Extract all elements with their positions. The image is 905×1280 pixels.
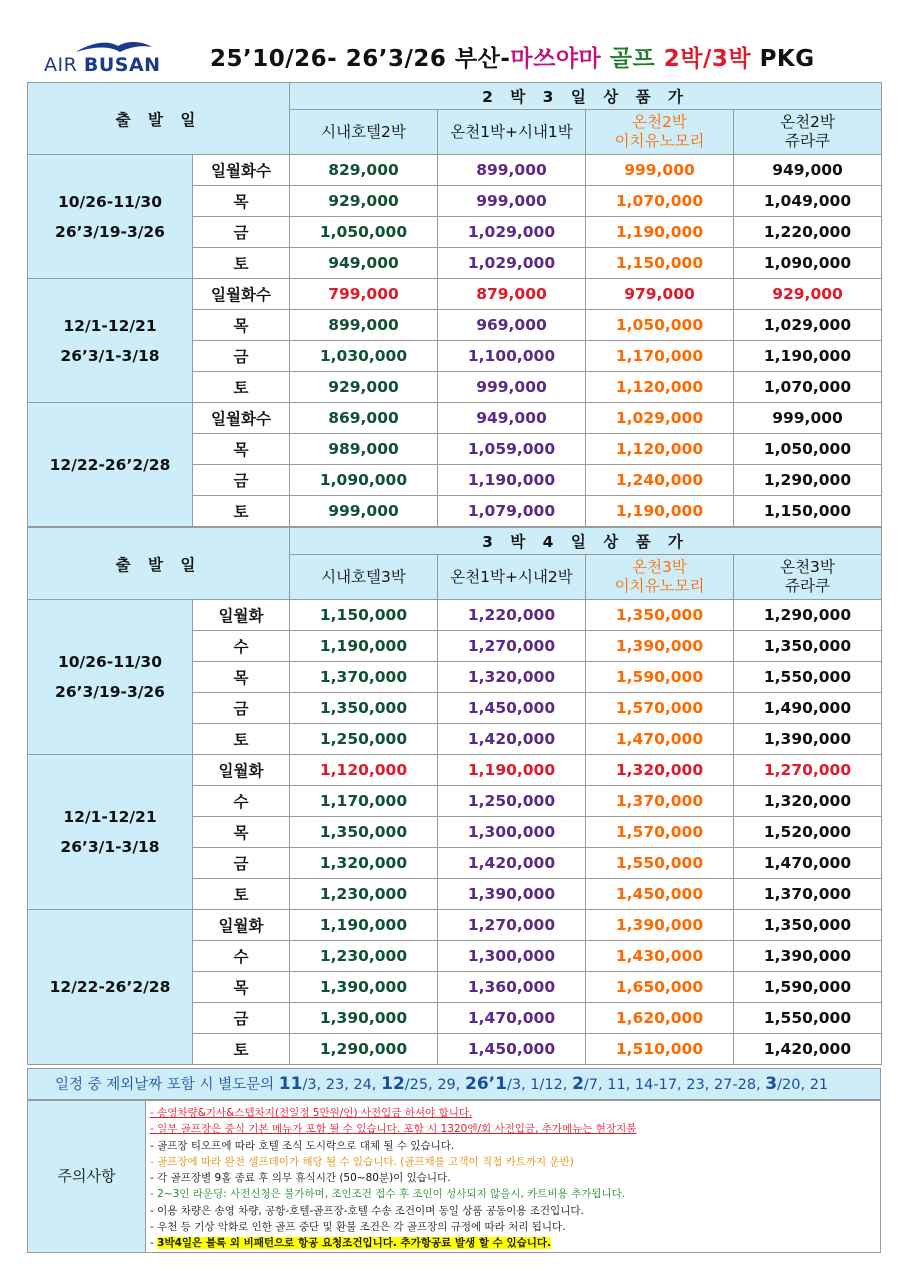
weekday-cell: 토 [193,1034,290,1065]
price-cell: 1,059,000 [438,434,586,465]
weekday-cell: 토 [193,496,290,527]
note-month: 3 [765,1074,778,1094]
title-city: 부산- [454,46,511,72]
price-cell: 1,030,000 [290,341,438,372]
product-price-header: 2 박 3 일 상 품 가 [290,83,882,110]
price-cell: 1,049,000 [734,186,882,217]
column-header-line: 온천1박+시내2박 [450,567,573,586]
notice-prefix: - [150,1237,158,1250]
title-nights: 2박/3박 [663,46,752,72]
notice-item: - 우천 등 기상 악화로 인한 골프 중단 및 환불 조건은 각 골프장의 규정에 따라 처리 됩니다. [150,1221,566,1234]
column-header-line: 온천2박 [632,113,687,131]
price-cell: 1,120,000 [290,755,438,786]
price-cell: 1,190,000 [734,341,882,372]
note-text: /25, 29, [404,1077,466,1093]
price-cell: 999,000 [586,155,734,186]
price-cell: 1,320,000 [586,755,734,786]
notice-item: - 2~3인 라운딩: 사전신청은 불가하며, 조인조건 접수 후 조인이 성사되지 않을시, 카트비용 추가됩니다. [150,1188,626,1201]
price-cell: 1,190,000 [586,217,734,248]
price-cell: 999,000 [438,186,586,217]
price-cell: 1,450,000 [586,879,734,910]
notice-list [150,1105,870,1252]
price-cell: 1,550,000 [734,1003,882,1034]
price-cell: 1,620,000 [586,1003,734,1034]
price-cell: 1,150,000 [734,496,882,527]
price-cell: 1,190,000 [438,755,586,786]
price-cell: 1,250,000 [438,786,586,817]
departure-date-range: 12/22-26’2/28 [49,978,171,996]
logo-busan: BUSAN [83,54,161,76]
column-header-1 [290,110,438,155]
column-header-1 [290,555,438,600]
departure-period [28,155,193,279]
table-header-row [28,83,882,110]
notice-box [27,1100,881,1253]
price-cell: 999,000 [438,372,586,403]
notice-item: - 골프장에 따라 완전 셀프데이가 해당 될 수 있습니다. (골프채를 고객이 직접 카트까지 운반) [150,1155,574,1168]
weekday-cell: 목 [193,817,290,848]
price-cell: 1,120,000 [586,372,734,403]
price-cell: 929,000 [290,372,438,403]
column-header-line: 온천2박 [780,113,835,131]
weekday-cell: 목 [193,186,290,217]
title-pkg: PKG [759,46,815,72]
price-cell: 1,079,000 [438,496,586,527]
price-cell: 1,420,000 [438,848,586,879]
weekday-cell: 목 [193,434,290,465]
price-cell: 1,070,000 [586,186,734,217]
price-cell: 799,000 [290,279,438,310]
price-cell: 989,000 [290,434,438,465]
column-header-line: 이치유노모리 [614,577,705,595]
price-cell: 1,470,000 [734,848,882,879]
price-cell: 1,029,000 [438,217,586,248]
weekday-cell: 토 [193,724,290,755]
weekday-cell: 일월화수 [193,403,290,434]
price-cell: 899,000 [438,155,586,186]
weekday-cell: 수 [193,941,290,972]
air-busan-logo [44,38,161,78]
departure-period [28,755,193,910]
departure-date-range: 26’3/19-3/26 [55,683,165,701]
price-table-3n4d [27,527,882,1065]
weekday-cell: 일월화 [193,600,290,631]
price-cell: 1,170,000 [586,341,734,372]
weekday-cell: 목 [193,972,290,1003]
column-header-line: 온천3박 [780,558,835,576]
price-cell: 1,320,000 [438,662,586,693]
price-cell: 1,390,000 [734,724,882,755]
notice-item: - 골프장 티오프에 따라 호텔 조식 도시락으로 대체 될 수 있습니다. [150,1139,455,1152]
column-header-line: 온천1박+시내1박 [450,122,573,141]
depart-date-header: 출 발 일 [28,83,290,155]
weekday-cell: 토 [193,372,290,403]
weekday-cell: 목 [193,310,290,341]
weekday-cell: 금 [193,217,290,248]
column-header-2 [438,555,586,600]
price-cell: 1,029,000 [734,310,882,341]
note-text: /20, 21 [777,1077,829,1093]
price-cell: 1,390,000 [290,972,438,1003]
price-cell: 1,220,000 [438,600,586,631]
table-row [28,279,882,310]
price-cell: 1,070,000 [734,372,882,403]
column-header-line: 온천3박 [632,558,687,576]
weekday-cell: 수 [193,631,290,662]
excluded-dates-note [27,1068,881,1100]
table-row [28,403,882,434]
note-month: 11 [278,1074,303,1094]
departure-date-range: 26’3/1-3/18 [60,838,160,856]
price-cell: 1,320,000 [290,848,438,879]
notice-label: 주의사항 [28,1101,146,1252]
price-cell: 1,029,000 [586,403,734,434]
price-table-2n3d [27,82,882,527]
price-cell: 1,290,000 [734,465,882,496]
weekday-cell: 목 [193,662,290,693]
note-month: 26’1 [465,1074,507,1094]
price-cell: 1,190,000 [290,910,438,941]
price-cell: 1,650,000 [586,972,734,1003]
price-cell: 1,370,000 [586,786,734,817]
note-text: /3, 23, 24, [302,1077,382,1093]
product-price-header: 3 박 4 일 상 품 가 [290,528,882,555]
price-cell: 1,570,000 [586,693,734,724]
departure-date-range: 12/22-26’2/28 [49,455,171,474]
price-cell: 1,170,000 [290,786,438,817]
column-header-4 [734,555,882,600]
departure-date-range: 10/26-11/30 [57,192,163,211]
price-cell: 999,000 [734,403,882,434]
notice-highlight-text: 3박4일은 블록 외 비패턴으로 항공 요청조건입니다. 추가항공료 발생 할 수 있습니다. [157,1237,552,1250]
notice-item: - 송영차량&기사&스텝차지(전일정 5만원/인) 사전입금 하셔야 합니다. [150,1107,473,1119]
price-cell: 949,000 [734,155,882,186]
weekday-cell: 금 [193,693,290,724]
price-cell: 1,450,000 [438,693,586,724]
price-cell: 1,490,000 [734,693,882,724]
price-cell: 1,050,000 [734,434,882,465]
depart-date-header: 출 발 일 [28,528,290,600]
price-cell: 1,190,000 [290,631,438,662]
departure-date-range: 26’3/1-3/18 [60,346,160,365]
price-cell: 929,000 [734,279,882,310]
price-cell: 1,270,000 [438,631,586,662]
price-cell: 1,590,000 [586,662,734,693]
weekday-cell: 일월화 [193,755,290,786]
notice-item: - 각 골프장별 9홀 종료 후 의무 휴식시간 (50~80분)이 있습니다. [150,1172,451,1185]
price-cell: 1,100,000 [438,341,586,372]
price-cell: 1,270,000 [438,910,586,941]
weekday-cell: 일월화 [193,910,290,941]
notice-item: - 일부 골프장은 중식 기본 메뉴가 포함 될 수 있습니다. 포함 시 1320엔/회 사전입금, 추가메뉴는 현장지불 [150,1123,637,1136]
price-cell: 1,240,000 [586,465,734,496]
price-cell: 869,000 [290,403,438,434]
column-header-line: 쥬라쿠 [785,132,830,150]
price-cell: 979,000 [586,279,734,310]
price-cell: 1,390,000 [438,879,586,910]
price-cell: 1,120,000 [586,434,734,465]
departure-date-range: 12/1-12/21 [63,808,157,826]
price-cell: 1,350,000 [586,600,734,631]
column-header-4 [734,110,882,155]
page-header [0,0,905,82]
price-cell: 929,000 [290,186,438,217]
departure-period [28,279,193,403]
column-header-line: 시내호텔2박 [321,122,406,141]
weekday-cell: 수 [193,786,290,817]
departure-date-range: 26’3/19-3/26 [55,222,165,241]
price-cell: 1,190,000 [586,496,734,527]
price-cell: 1,029,000 [438,248,586,279]
weekday-cell: 일월화수 [193,279,290,310]
price-cell: 1,350,000 [734,910,882,941]
price-cell: 949,000 [438,403,586,434]
price-cell: 1,190,000 [438,465,586,496]
price-cell: 1,470,000 [586,724,734,755]
price-cell: 1,350,000 [290,693,438,724]
price-cell: 1,520,000 [734,817,882,848]
departure-date-range: 10/26-11/30 [57,653,163,671]
price-cell: 1,550,000 [734,662,882,693]
column-header-line: 이치유노모리 [614,132,705,150]
table-row [28,910,882,941]
price-cell: 1,360,000 [438,972,586,1003]
weekday-cell: 토 [193,879,290,910]
price-cell: 1,230,000 [290,879,438,910]
note-text: /3, 1/12, [506,1077,573,1093]
column-header-line: 쥬라쿠 [785,577,830,595]
title-dates: 25’10/26- 26’3/26 [210,46,447,72]
price-cell: 1,510,000 [586,1034,734,1065]
price-cell: 1,050,000 [586,310,734,341]
notice-item [150,1235,870,1251]
price-cell: 1,420,000 [734,1034,882,1065]
title-destination: 마쓰야마 [510,46,602,72]
price-cell: 1,450,000 [438,1034,586,1065]
price-cell: 969,000 [438,310,586,341]
price-cell: 1,270,000 [734,755,882,786]
price-cell: 1,350,000 [734,631,882,662]
table-row [28,155,882,186]
price-cell: 1,420,000 [438,724,586,755]
column-header-line: 시내호텔3박 [321,567,406,586]
note-month: 2 [572,1074,584,1094]
price-cell: 1,390,000 [586,631,734,662]
price-cell: 1,590,000 [734,972,882,1003]
logo-air: AIR [44,54,78,76]
table-row [28,600,882,631]
price-cell: 1,370,000 [734,879,882,910]
weekday-cell: 금 [193,848,290,879]
page-title [210,40,815,73]
price-cell: 1,300,000 [438,941,586,972]
table-header-row [28,528,882,555]
departure-date-range: 12/1-12/21 [63,316,157,335]
price-cell: 1,390,000 [290,1003,438,1034]
price-cell: 1,150,000 [586,248,734,279]
price-cell: 1,370,000 [290,662,438,693]
price-cell: 1,250,000 [290,724,438,755]
price-cell: 1,350,000 [290,817,438,848]
departure-period [28,910,193,1065]
price-cell: 949,000 [290,248,438,279]
price-cell: 1,090,000 [290,465,438,496]
weekday-cell: 금 [193,341,290,372]
price-cell: 879,000 [438,279,586,310]
price-cell: 1,230,000 [290,941,438,972]
price-cell: 1,470,000 [438,1003,586,1034]
weekday-cell: 금 [193,465,290,496]
note-text: 일정 중 제외날짜 포함 시 별도문의 [55,1077,279,1093]
title-golf: 골프 [609,46,656,72]
price-cell: 1,550,000 [586,848,734,879]
price-cell: 1,220,000 [734,217,882,248]
note-month: 12 [381,1074,405,1094]
price-cell: 1,390,000 [586,910,734,941]
table-row [28,755,882,786]
price-cell: 899,000 [290,310,438,341]
price-cell: 1,320,000 [734,786,882,817]
price-cell: 1,300,000 [438,817,586,848]
departure-period [28,600,193,755]
note-text: /7, 11, 14-17, 23, 27-28, [583,1077,766,1093]
price-cell: 1,290,000 [290,1034,438,1065]
price-cell: 1,150,000 [290,600,438,631]
column-header-2 [438,110,586,155]
price-cell: 1,570,000 [586,817,734,848]
price-cell: 999,000 [290,496,438,527]
weekday-cell: 일월화수 [193,155,290,186]
price-cell: 829,000 [290,155,438,186]
price-cell: 1,090,000 [734,248,882,279]
column-header-3 [586,110,734,155]
price-cell: 1,050,000 [290,217,438,248]
price-cell: 1,290,000 [734,600,882,631]
column-header-3 [586,555,734,600]
price-cell: 1,390,000 [734,941,882,972]
price-cell: 1,430,000 [586,941,734,972]
weekday-cell: 금 [193,1003,290,1034]
weekday-cell: 토 [193,248,290,279]
notice-item: - 이용 차량은 송영 차량, 공항-호텔-골프장-호텔 수송 조건이며 동일 상품 공동이용 조건입니다. [150,1204,584,1217]
departure-period [28,403,193,527]
